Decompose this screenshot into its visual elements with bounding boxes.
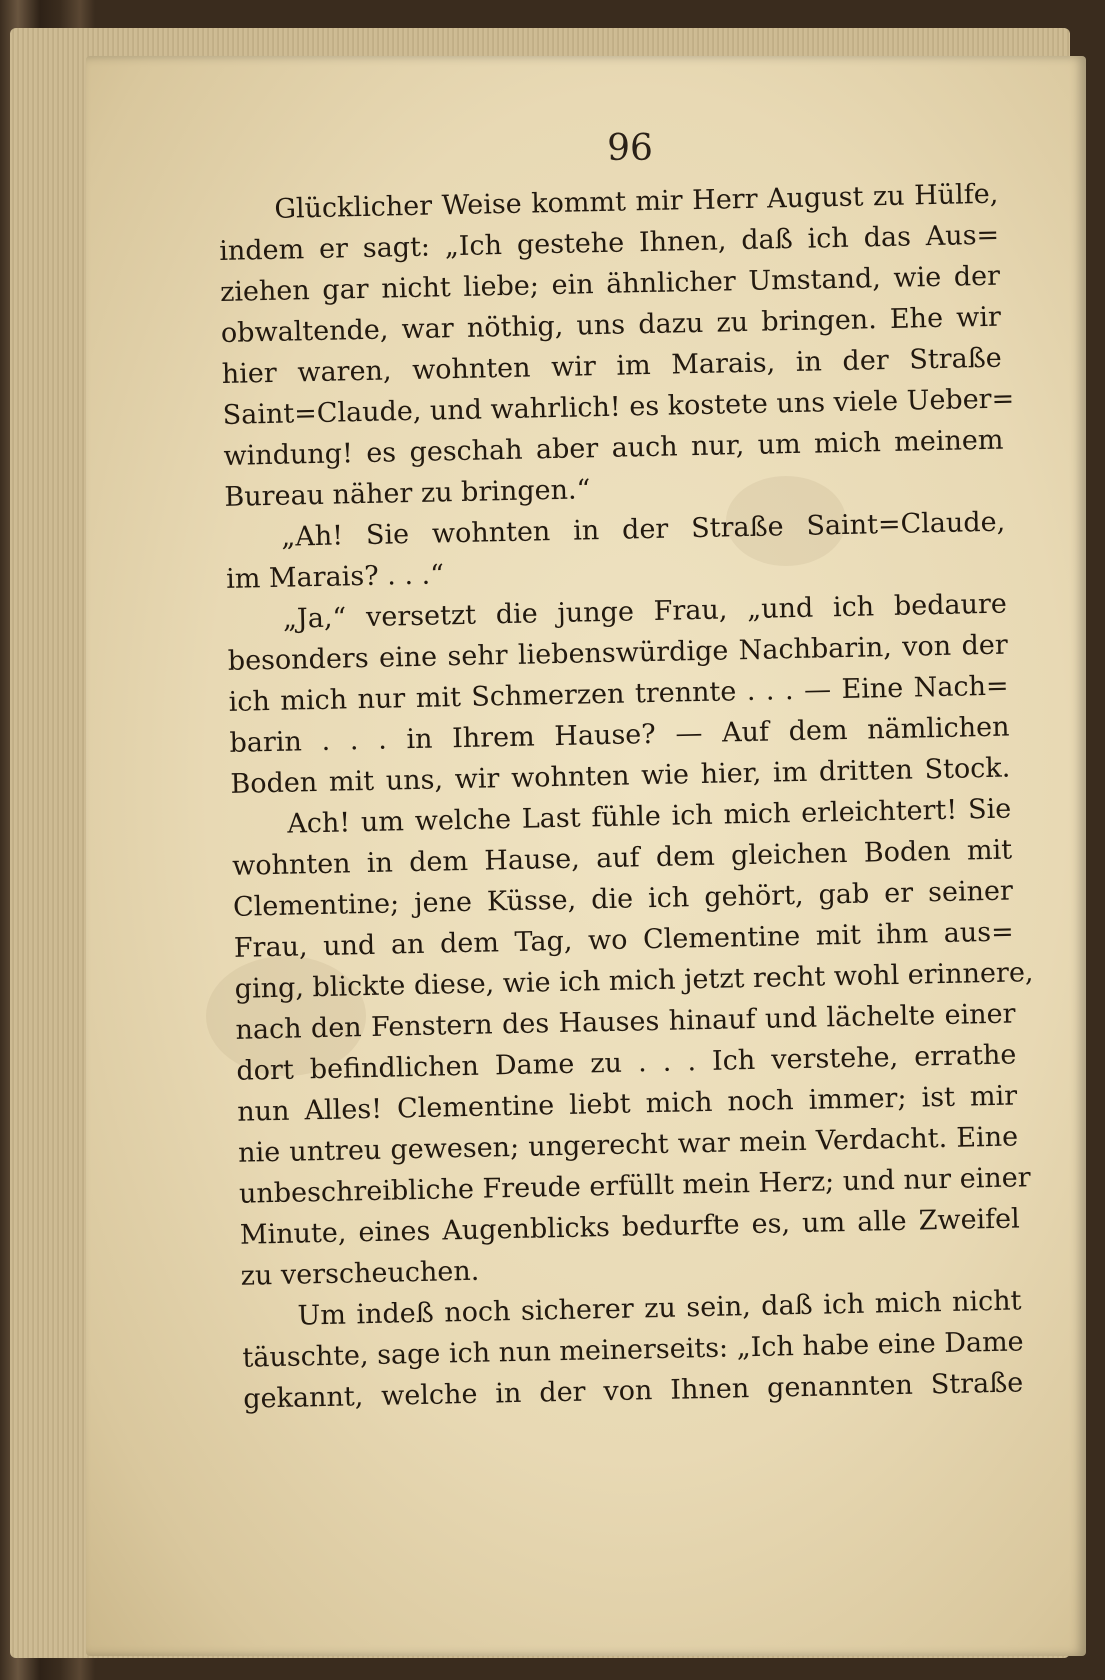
text-line: nie untreu gewesen; ungerecht war mein Verdacht. Eine <box>237 1121 1019 1169</box>
text-line: Minute, eines Augenblicks bedurfte es, um alle Zweifel <box>239 1203 1021 1251</box>
text-line: Saint=Claude, und wahrlich! es kostete uns viele Ueber= <box>222 383 1015 431</box>
text-line: dort befindlichen Dame zu . . . Ich verstehe, errathe <box>236 1039 1017 1087</box>
text-line: Bureau näher zu bringen.“ <box>224 474 591 513</box>
text-line: besonders eine sehr liebenswürdige Nachbarin, von der <box>227 629 1009 677</box>
text-line: ich mich nur mit Schmerzen trennte . . . — Eine Nach= <box>228 670 1009 718</box>
text-line: Um indeß noch sicherer zu sein, daß ich mich nicht <box>297 1285 1022 1332</box>
text-line: windung! es geschah aber auch nur, um mich meinem <box>223 424 1004 472</box>
text-line: hier waren, wohnten wir im Marais, in der Straße <box>221 342 1003 390</box>
text-line: „Ah! Sie wohnten in der Straße Saint=Claude, <box>280 506 1006 553</box>
text-line: Ach! um welche Last fühle ich mich erleichtert! Sie <box>286 793 1012 840</box>
text-line: unbeschreibliche Freude erfüllt mein Herz; und nur einer <box>238 1162 1031 1210</box>
text-line: nun Alles! Clementine liebt mich noch immer; ist mir <box>236 1080 1018 1128</box>
text-line: zu verscheuchen. <box>240 1255 480 1292</box>
text-line: nach den Fenstern des Hauses hinauf und lächelte einer <box>235 998 1016 1046</box>
body-text <box>218 174 1034 1420</box>
text-line: obwaltende, war nöthig, uns dazu zu bringen. Ehe wir <box>220 301 1002 349</box>
text-line: Boden mit uns, wir wohnten wie hier, im dritten Stock. <box>230 752 1011 800</box>
text-line: barin . . . in Ihrem Hause? — Auf dem nämlichen <box>229 711 1010 759</box>
text-line: indem er sagt: „Ich gestehe Ihnen, daß ich das Aus= <box>218 219 1000 267</box>
text-line: gekannt, welche in der von Ihnen genannten Straße <box>243 1367 1024 1415</box>
text-line: ging, blickte diese, wie ich mich jetzt recht wohl erinnere, <box>234 957 1034 1005</box>
text-line: Frau, und an dem Tag, wo Clementine mit ihm aus= <box>233 916 1015 964</box>
text-line: im Marais? . . .“ <box>225 559 445 595</box>
text-line: Glücklicher Weise kommt mir Herr August zu Hülfe, <box>274 178 999 225</box>
page-number: 96 <box>607 128 653 169</box>
text-line: ziehen gar nicht liebe; ein ähnlicher Umstand, wie der <box>219 260 1001 308</box>
text-line: wohnten in dem Hause, auf dem gleichen Boden mit <box>231 834 1013 882</box>
text-line: Clementine; jene Küsse, die ich gehört, gab er seiner <box>232 875 1014 923</box>
text-line: „Ja,“ versetzt die junge Frau, „und ich bedaure <box>282 588 1008 635</box>
text-line: täuschte, sage ich nun meinerseits: „Ich habe eine Dame <box>242 1326 1024 1374</box>
